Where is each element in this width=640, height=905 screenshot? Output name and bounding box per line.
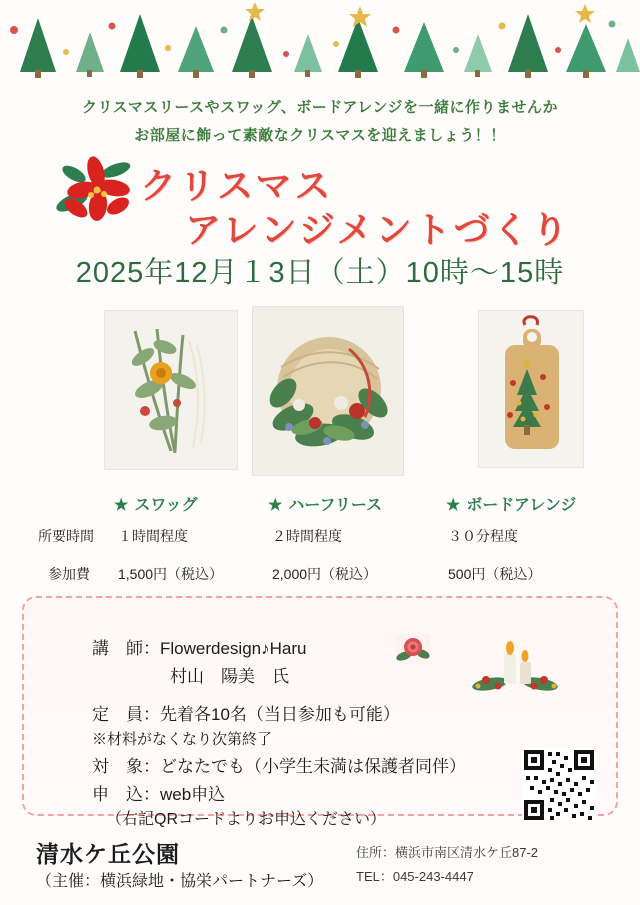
christmas-tree-border (0, 0, 640, 88)
instructor-label: 講 師： (92, 639, 160, 658)
lead-line-1: クリスマスリースやスワッグ、ボードアレンジを一緒に作りませんか (81, 99, 558, 116)
target-line: 対 象：どなたでも（小学生未満は保護者同伴） (92, 757, 466, 776)
poinsettia-icon (52, 150, 138, 226)
tree-border-svg (0, 0, 640, 88)
star-icon: ★ (268, 497, 283, 514)
photo-row (0, 306, 640, 478)
item-header-half-wreath (268, 492, 382, 515)
footer-address: 住所：横浜市南区清水ケ丘87-2 (356, 845, 539, 860)
row-label-fee: 参加費 (48, 566, 90, 582)
apply-line: 申 込：web申込 (92, 785, 226, 804)
cell-fee-swag: 1,500円（税込） (118, 566, 224, 582)
cell-duration-half-wreath: ２時間程度 (272, 528, 342, 544)
title-line-1: クリスマス (140, 165, 334, 206)
lead-line-2: お部屋に飾って素敵なクリスマスを迎えましょう！！ (134, 127, 506, 144)
instructor-name: Flowerdesign♪Haru (160, 639, 307, 658)
photo-swag (104, 310, 238, 470)
item-header-board-arrange-label: ボードアレンジ (466, 497, 577, 514)
organizer: （主催：横浜緑地・協栄パートナーズ） (36, 873, 324, 890)
item-header-half-wreath-label: ハーフリース (288, 497, 383, 514)
apply-note: （右記QRコードよりお申込ください） (106, 811, 387, 828)
cell-duration-board-arrange: ３０分程度 (448, 528, 518, 544)
instructor-line (92, 634, 306, 659)
title-line-2: アレンジメントづくり (185, 209, 571, 250)
cell-duration-swag: １時間程度 (118, 528, 188, 544)
qr-code[interactable] (522, 748, 596, 822)
event-datetime: 2025年12月１3日（土）10時〜15時 (75, 257, 565, 289)
rose-icon (396, 634, 430, 664)
footer-tel: TEL：045-243-4447 (356, 869, 474, 884)
photo-board-arrangement (478, 310, 584, 468)
item-header-board-arrange (446, 492, 576, 515)
star-icon: ★ (114, 497, 129, 514)
row-label-duration: 所要時間 (38, 528, 94, 544)
item-header-swag (114, 492, 198, 515)
item-header-swag-label: スワッグ (134, 497, 198, 514)
capacity-note: ※材料がなくなり次第終了 (92, 731, 273, 748)
cell-fee-board-arrange: 500円（税込） (448, 566, 542, 582)
capacity-line: 定 員：先着各10名（当日参加も可能） (92, 705, 400, 724)
instructor-person: 村山 陽美 氏 (170, 667, 289, 686)
park-name: 清水ケ丘公園 (36, 841, 180, 867)
star-icon: ★ (446, 497, 461, 514)
candles-icon (470, 636, 560, 692)
cell-fee-half-wreath: 2,000円（税込） (272, 566, 378, 582)
photo-half-wreath (252, 306, 404, 476)
